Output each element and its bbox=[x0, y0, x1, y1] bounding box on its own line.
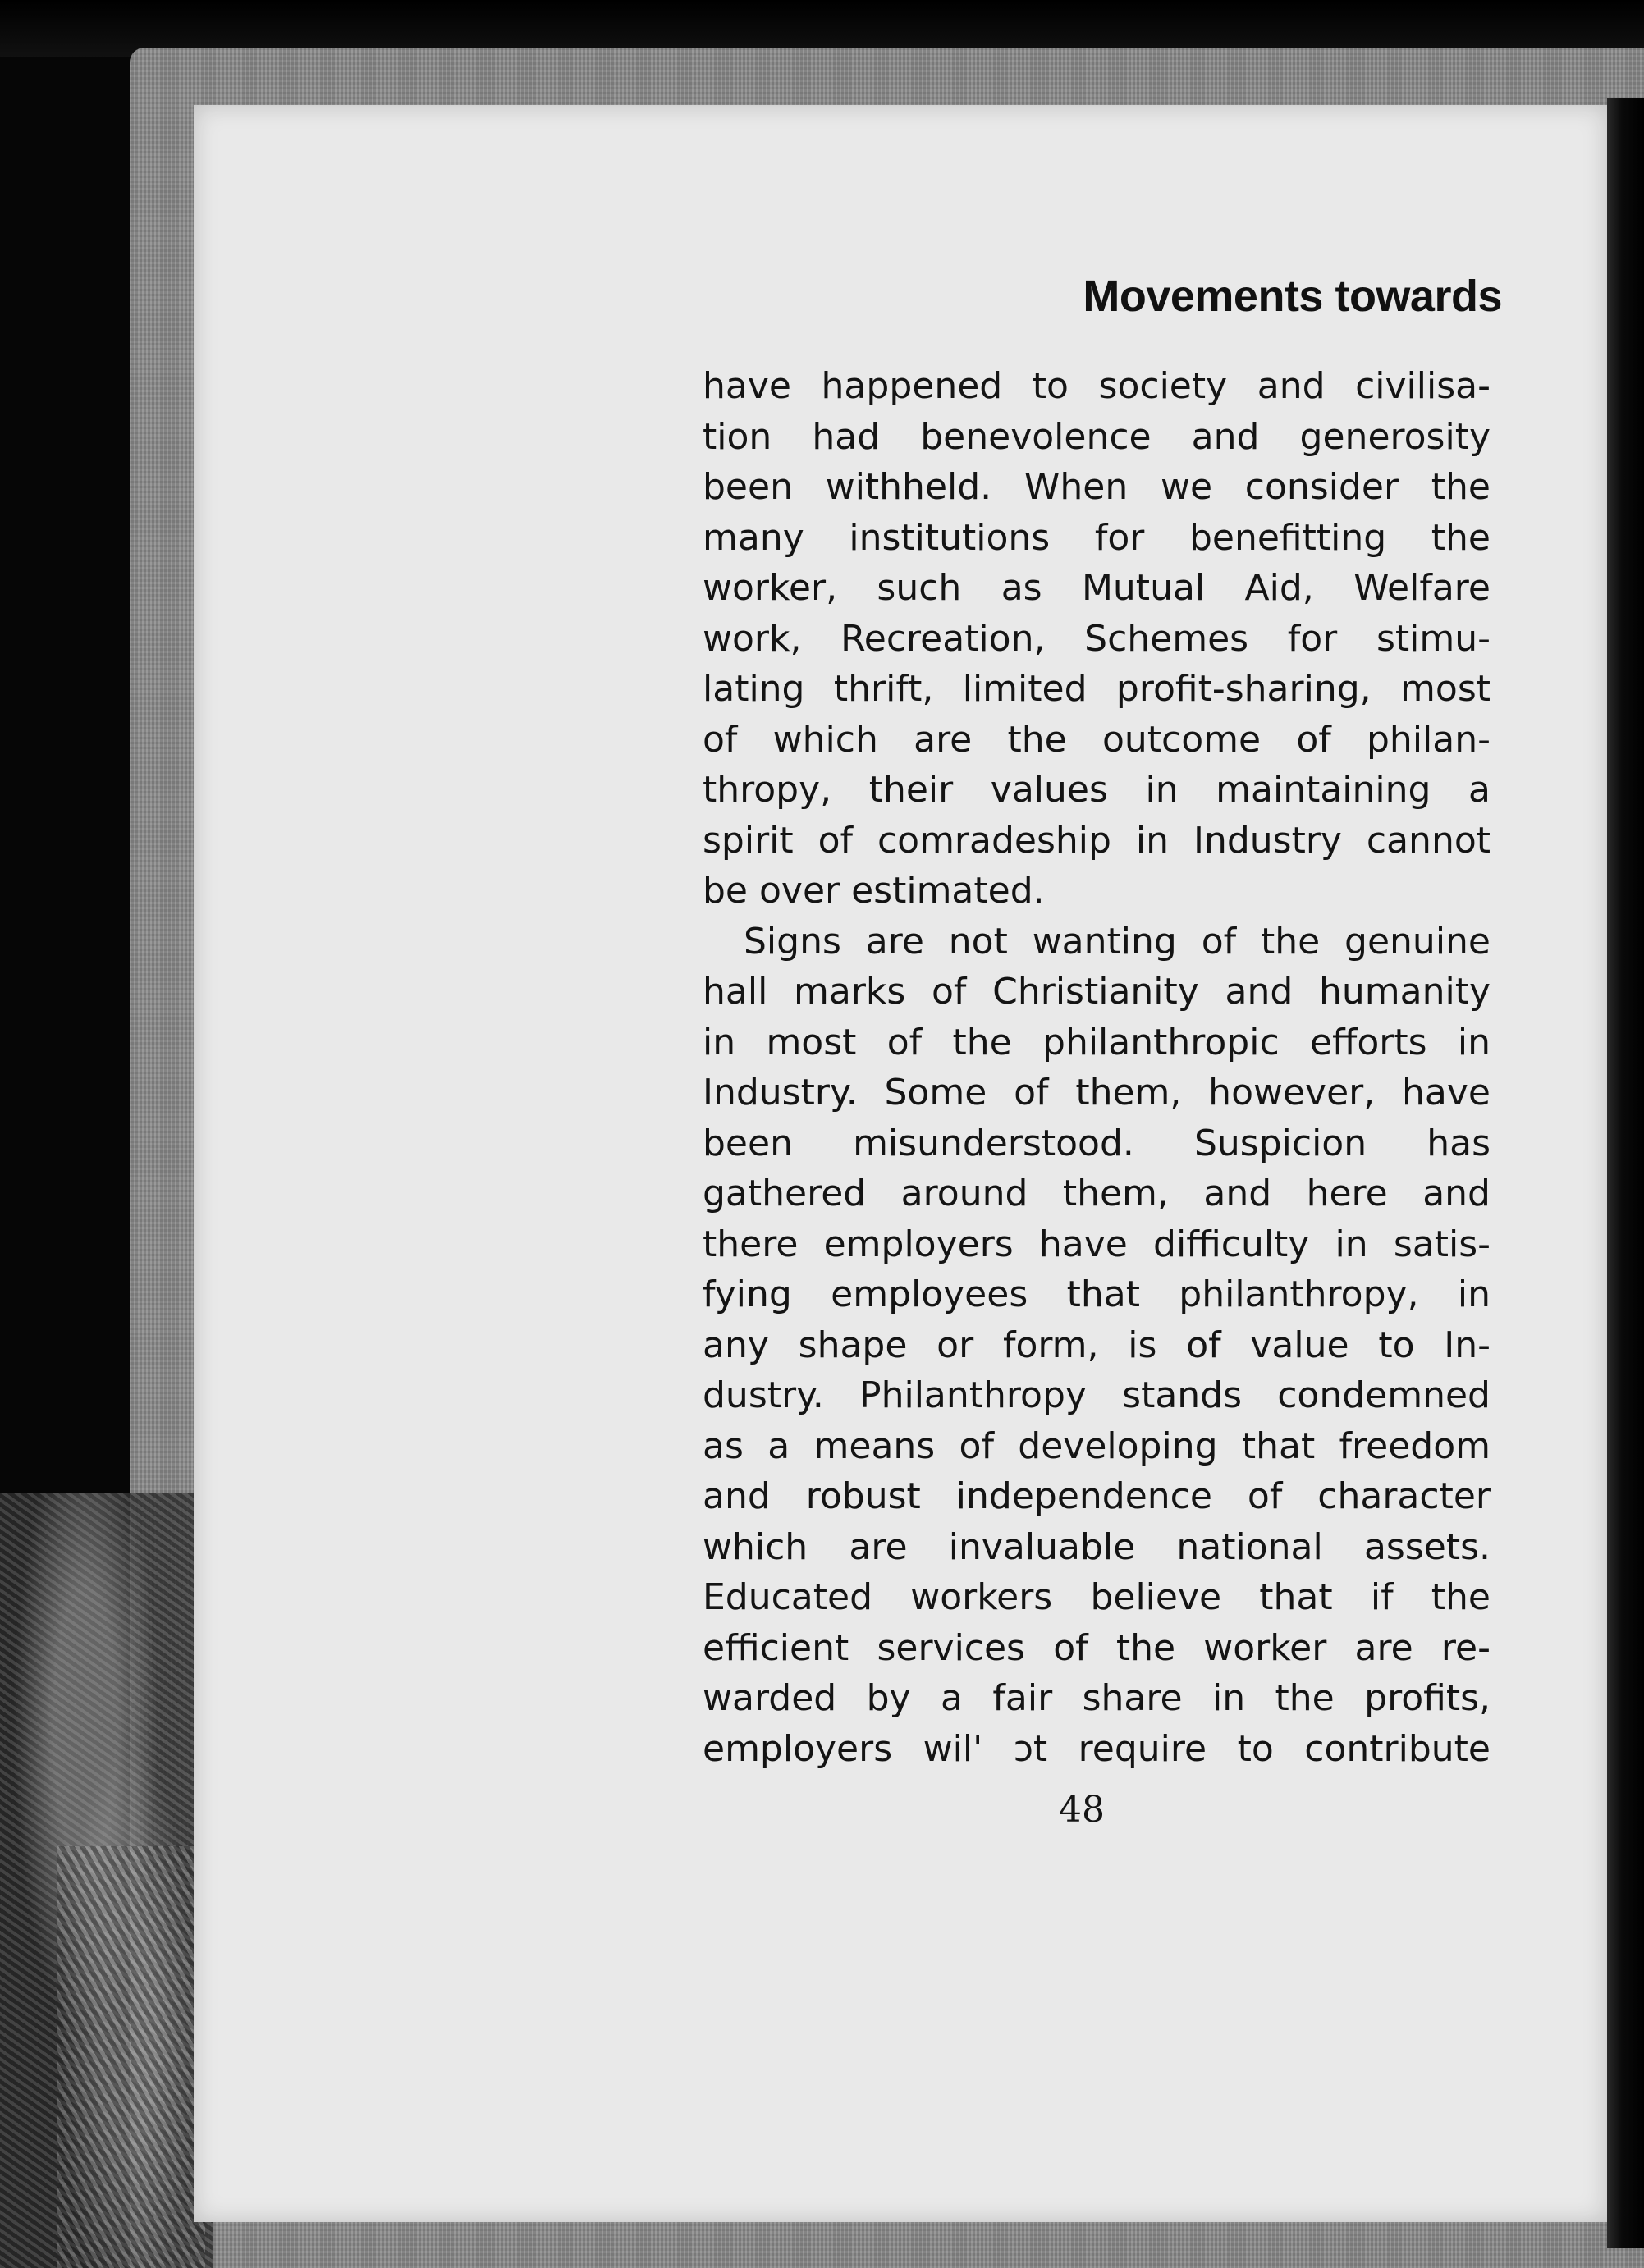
text-line: have happened to society and civilisa- bbox=[703, 365, 1491, 407]
text-line: Industry. Some of them, however, have bbox=[703, 1072, 1491, 1113]
book-right-edge bbox=[1607, 98, 1644, 2248]
page-number: 48 bbox=[1059, 1789, 1105, 1831]
text-line: fying employees that philanthropy, in bbox=[703, 1273, 1491, 1315]
text-line: dustry. Philanthropy stands condemned bbox=[703, 1374, 1491, 1416]
worn-cover-texture bbox=[57, 1846, 205, 2268]
text-line: Signs are not wanting of the genuine bbox=[744, 920, 1491, 963]
text-line: employers wil' ɔt require to contribute bbox=[703, 1727, 1491, 1770]
text-line: any shape or form, is of value to In- bbox=[703, 1324, 1491, 1366]
text-line: spirit of comradeship in Industry cannot bbox=[703, 819, 1491, 862]
text-line: been misunderstood. Suspicion has bbox=[703, 1122, 1491, 1164]
text-line: gathered around them, and here and bbox=[703, 1173, 1491, 1214]
text-line: thropy, their values in maintaining a bbox=[703, 769, 1491, 811]
text-line: work, Recreation, Schemes for stimu- bbox=[703, 617, 1491, 660]
text-line: hall marks of Christianity and humanity bbox=[703, 971, 1491, 1013]
body-text bbox=[703, 361, 1491, 1774]
text-line: as a means of developing that freedom bbox=[703, 1424, 1491, 1467]
text-line: warded by a fair share in the profits, bbox=[703, 1677, 1491, 1719]
text-line: and robust independence of character bbox=[703, 1475, 1491, 1517]
text-line: which are invaluable national assets. bbox=[703, 1525, 1491, 1568]
text-line: of which are the outcome of philan- bbox=[703, 718, 1491, 761]
text-line: Educated workers believe that if the bbox=[703, 1576, 1491, 1618]
running-head: Movements towards bbox=[1083, 272, 1502, 321]
text-line: in most of the philanthropic efforts in bbox=[703, 1021, 1491, 1063]
text-line: efficient services of the worker are re- bbox=[703, 1626, 1491, 1669]
text-line: worker, such as Mutual Aid, Welfare bbox=[703, 567, 1491, 609]
text-line: there employers have difficulty in satis- bbox=[703, 1223, 1491, 1265]
text-line: lating thrift, limited profit-sharing, most bbox=[703, 668, 1491, 710]
text-line: many institutions for benefitting the bbox=[703, 516, 1491, 559]
text-line: tion had benevolence and generosity bbox=[703, 415, 1491, 458]
text-line: be over estimated. bbox=[703, 870, 1045, 912]
text-line: been withheld. When we consider the bbox=[703, 466, 1491, 508]
